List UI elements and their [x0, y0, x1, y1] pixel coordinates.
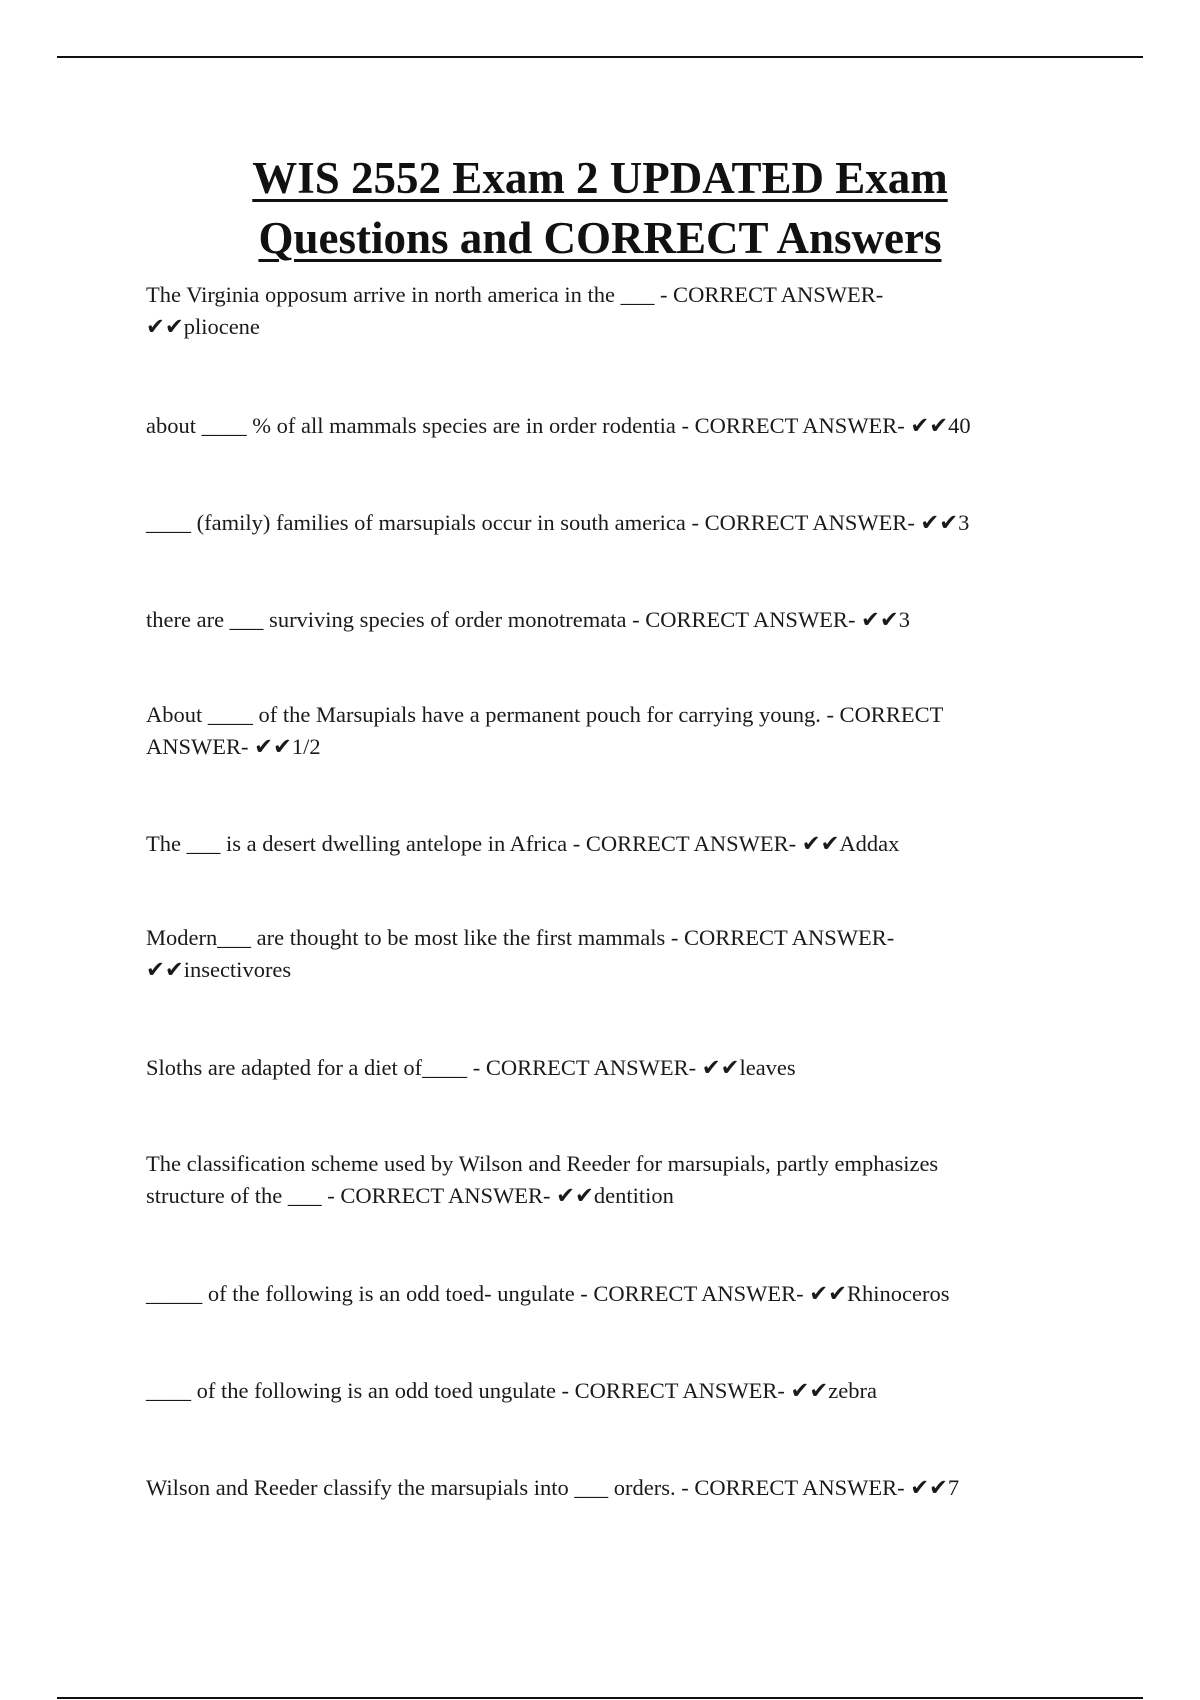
qa-item-7 [146, 922, 1046, 986]
qa-item-5-line-1: About ____ of the Marsupials have a permanent pouch for carrying young. - CORRECT [146, 702, 944, 727]
qa-item-6 [146, 828, 1046, 860]
qa-item-5 [146, 699, 1046, 763]
qa-item-12-line-1: Wilson and Reeder classify the marsupials into ___ orders. - CORRECT ANSWER- ✔✔7 [146, 1475, 960, 1500]
qa-item-7-line-1: Modern___ are thought to be most like the first mammals - CORRECT ANSWER- [146, 925, 895, 950]
document-title [0, 148, 1200, 268]
qa-item-3 [146, 507, 1046, 539]
qa-item-5-line-2: ANSWER- ✔✔1/2 [146, 734, 321, 759]
qa-item-4-line-1: there are ___ surviving species of order monotremata - CORRECT ANSWER- ✔✔3 [146, 607, 911, 632]
top-rule [57, 56, 1143, 58]
qa-item-12 [146, 1472, 1046, 1504]
qa-item-1 [146, 279, 1046, 343]
qa-item-9-line-2: structure of the ___ - CORRECT ANSWER- ✔✔dentition [146, 1183, 674, 1208]
qa-item-7-line-2: ✔✔insectivores [146, 957, 292, 982]
qa-item-3-line-1: ____ (family) families of marsupials occur in south america - CORRECT ANSWER- ✔✔3 [146, 510, 970, 535]
qa-item-2 [146, 410, 1046, 442]
title-line-1: WIS 2552 Exam 2 UPDATED Exam [252, 153, 948, 203]
qa-item-10-line-1: _____ of the following is an odd toed- ungulate - CORRECT ANSWER- ✔✔Rhinoceros [146, 1281, 950, 1306]
qa-item-9 [146, 1148, 1046, 1212]
qa-item-8-line-1: Sloths are adapted for a diet of____ - CORRECT ANSWER- ✔✔leaves [146, 1055, 796, 1080]
qa-item-6-line-1: The ___ is a desert dwelling antelope in Africa - CORRECT ANSWER- ✔✔Addax [146, 831, 900, 856]
qa-item-2-line-1: about ____ % of all mammals species are in order rodentia - CORRECT ANSWER- ✔✔40 [146, 413, 971, 438]
qa-item-11 [146, 1375, 1046, 1407]
qa-item-10 [146, 1278, 1046, 1310]
qa-item-1-line-2: ✔✔pliocene [146, 314, 260, 339]
bottom-rule [57, 1697, 1143, 1699]
qa-item-11-line-1: ____ of the following is an odd toed ungulate - CORRECT ANSWER- ✔✔zebra [146, 1378, 877, 1403]
qa-item-1-line-1: The Virginia opposum arrive in north america in the ___ - CORRECT ANSWER- [146, 282, 884, 307]
qa-item-9-line-1: The classification scheme used by Wilson and Reeder for marsupials, partly emphasizes [146, 1151, 939, 1176]
title-line-2: Questions and CORRECT Answers [258, 213, 942, 263]
qa-item-4 [146, 604, 1046, 636]
qa-item-8 [146, 1052, 1046, 1084]
